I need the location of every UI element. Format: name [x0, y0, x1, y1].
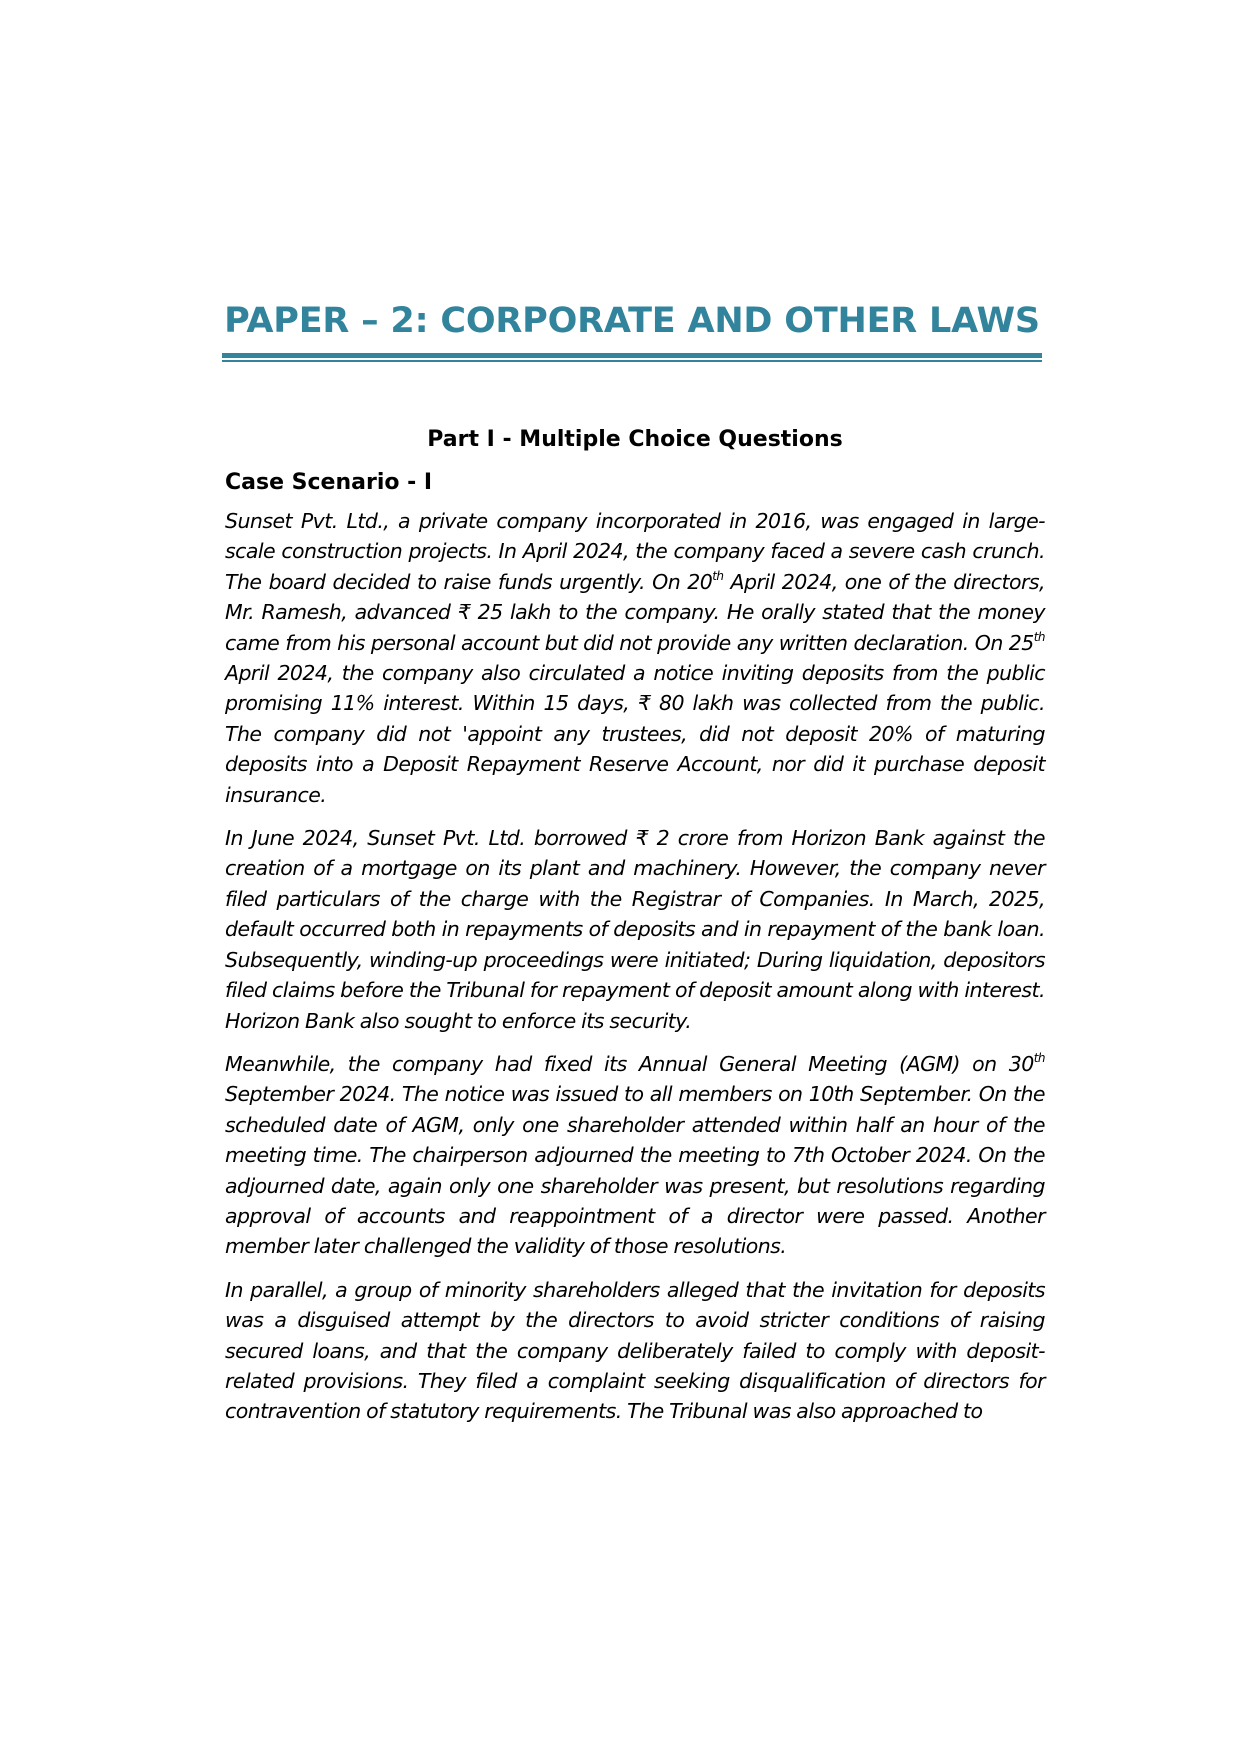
superscript-ordinal: th	[712, 568, 724, 583]
superscript-ordinal: th	[1033, 629, 1045, 644]
case-scenario-heading: Case Scenario - I	[225, 470, 433, 495]
title-underline-thick	[222, 353, 1042, 358]
paragraph-text: April 2024, one of the directors, Mr. Ramesh, advanced ₹ 25 lakh to the company. He orally stated that the money came from his personal account but did not provide any written declaration. On 25	[225, 569, 1045, 655]
paragraph-text: April 2024, the company also circulated a notice inviting deposits from the public promising 11% interest. Within 15 days, ₹ 80 lakh was collected from the public. The company did not 'appoint any trustees, did not deposit 20% of maturing deposits into a Deposit Repayment Reserve Account, nor did it purchase deposit insurance.	[225, 661, 1045, 807]
paragraph-4	[225, 1275, 1045, 1427]
paragraph-text: Sunset Pvt. Ltd., a private company incorporated in 2016, was engaged in large-scale construction projects. In April 2024, the company faced a severe cash crunch. The board decided to raise funds urgently. On 20	[225, 509, 1045, 594]
paragraph-1	[225, 506, 1045, 810]
part-heading: Part I - Multiple Choice Questions	[427, 427, 843, 452]
superscript-ordinal: th	[1033, 1050, 1045, 1065]
paragraph-text: Meanwhile, the company had fixed its Annual General Meeting (AGM) on 30	[225, 1051, 1034, 1076]
paper-title: PAPER – 2: CORPORATE AND OTHER LAWS	[224, 301, 1040, 341]
title-underline-thin	[222, 360, 1042, 362]
paragraph-text: September 2024. The notice was issued to all members on 10th September. On the scheduled date of AGM, only one shareholder attended within half an hour of the meeting time. The chairperson adjourned the meeting to 7th October 2024. On the adjourned date, again only one shareholder was present, but resolutions regarding approval of accounts and reappointment of a director were passed. Another member later challenged the validity of those resolutions.	[225, 1082, 1045, 1259]
paragraph-text: In parallel, a group of minority shareholders alleged that the invitation for deposits was a disguised attempt by the directors to avoid stricter conditions of raising secured loans, and that the company deliberately failed to comply with deposit-related provisions. They filed a complaint seeking disqualification of directors for contravention of statutory requirements. The Tribunal was also approached to	[225, 1277, 1045, 1424]
case-scenario-body	[225, 506, 1045, 1440]
paragraph-3	[225, 1049, 1045, 1262]
paragraph-text: In June 2024, Sunset Pvt. Ltd. borrowed ₹ 2 crore from Horizon Bank against the creation of a mortgage on its plant and machinery. However, the company never filed particulars of the charge with the Registrar of Companies. In March, 2025, default occurred both in repayments of deposits and in repayment of the bank loan. Subsequently, winding-up proceedings were initiated; During liquidation, depositors filed claims before the Tribunal for repayment of deposit amount along with interest. Horizon Bank also sought to enforce its security.	[225, 826, 1045, 1033]
paragraph-2	[225, 823, 1045, 1036]
